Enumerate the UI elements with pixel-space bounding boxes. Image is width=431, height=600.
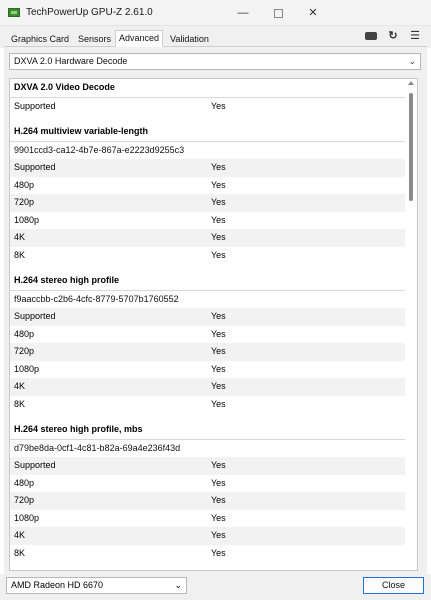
table-row bbox=[10, 378, 407, 396]
scroll-thumb[interactable] bbox=[409, 93, 413, 201]
window-title: TechPowerUp GPU-Z 2.61.0 bbox=[26, 7, 153, 18]
menu-icon[interactable]: ☰ bbox=[410, 30, 420, 42]
details-panel[interactable] bbox=[9, 78, 418, 571]
section-spacer bbox=[10, 264, 407, 272]
maximize-button[interactable] bbox=[261, 0, 295, 26]
row-value: Yes bbox=[211, 460, 226, 470]
guid-row bbox=[10, 142, 407, 160]
guid-row bbox=[10, 440, 407, 458]
refresh-icon[interactable]: ↻ bbox=[388, 30, 398, 42]
table-row bbox=[10, 545, 407, 563]
scroll-up-icon[interactable] bbox=[408, 81, 414, 85]
section-title: H.264 multiview variable-length bbox=[14, 126, 149, 136]
row-value: Yes bbox=[211, 363, 226, 374]
table-row bbox=[10, 98, 407, 116]
table-row bbox=[10, 527, 407, 545]
row-label: 8K bbox=[14, 398, 26, 409]
table-row bbox=[10, 510, 407, 528]
camera-icon[interactable] bbox=[364, 30, 378, 42]
row-label: Supported bbox=[14, 460, 56, 470]
row-label: f9aaccbb-c2b6-4cfc-8779-5707b1760552 bbox=[14, 293, 179, 304]
tab-validation[interactable]: Validation bbox=[170, 34, 209, 44]
vertical-scrollbar[interactable] bbox=[405, 79, 417, 570]
tab-graphics-card[interactable]: Graphics Card bbox=[11, 34, 70, 44]
row-label: 1080p bbox=[14, 512, 40, 523]
table-row bbox=[10, 177, 407, 195]
row-label: 8K bbox=[14, 547, 26, 558]
table-row bbox=[10, 229, 407, 247]
tab-advanced[interactable]: Advanced bbox=[115, 30, 163, 47]
close-window-button[interactable]: ✕ bbox=[308, 7, 318, 19]
chevron-down-icon: ⌄ bbox=[174, 580, 182, 590]
row-value: Yes bbox=[211, 328, 226, 339]
row-value: Yes bbox=[211, 311, 226, 321]
row-value: Yes bbox=[211, 512, 226, 523]
section-header bbox=[10, 123, 407, 141]
row-label: 4K bbox=[14, 530, 26, 540]
row-value: Yes bbox=[211, 197, 226, 207]
row-label: 4K bbox=[14, 381, 26, 391]
table-row bbox=[10, 396, 407, 414]
table-row bbox=[10, 308, 407, 326]
row-value: Yes bbox=[211, 477, 226, 488]
table-row bbox=[10, 343, 407, 361]
row-label: 480p bbox=[14, 477, 35, 488]
table-row bbox=[10, 457, 407, 475]
row-label: 720p bbox=[14, 197, 35, 207]
gpu-select-value: AMD Radeon HD 6670 bbox=[11, 580, 104, 590]
row-value: Yes bbox=[211, 249, 226, 260]
row-label: 1080p bbox=[14, 214, 40, 225]
tab-sensors[interactable]: Sensors bbox=[78, 34, 112, 44]
row-label: 720p bbox=[14, 495, 35, 505]
row-value: Yes bbox=[211, 214, 226, 225]
row-value: Yes bbox=[211, 530, 226, 540]
row-label: d79be8da-0cf1-4c81-b82a-69a4e236f43d bbox=[14, 442, 181, 453]
category-dropdown[interactable] bbox=[9, 53, 421, 70]
section-spacer bbox=[10, 115, 407, 123]
row-label: 1080p bbox=[14, 363, 40, 374]
table-row bbox=[10, 475, 407, 493]
row-label: 8K bbox=[14, 249, 26, 260]
row-value: Yes bbox=[211, 232, 226, 242]
row-value: Yes bbox=[211, 398, 226, 409]
table-row bbox=[10, 194, 407, 212]
gpu-z-app-icon bbox=[8, 8, 20, 17]
section-title: H.264 stereo high profile bbox=[14, 275, 120, 285]
section-title: DXVA 2.0 Video Decode bbox=[14, 82, 115, 92]
close-button[interactable]: Close bbox=[363, 577, 424, 594]
section-header bbox=[10, 272, 407, 290]
row-value: Yes bbox=[211, 100, 226, 111]
table-row bbox=[10, 159, 407, 177]
row-label: Supported bbox=[14, 100, 56, 111]
guid-row bbox=[10, 291, 407, 309]
minimize-button[interactable]: — bbox=[237, 7, 249, 19]
row-value: Yes bbox=[211, 179, 226, 190]
table-row bbox=[10, 492, 407, 510]
table-row bbox=[10, 361, 407, 379]
section-spacer bbox=[10, 413, 407, 421]
section-header bbox=[10, 421, 407, 439]
table-row bbox=[10, 247, 407, 265]
row-label: Supported bbox=[14, 311, 56, 321]
row-label: 480p bbox=[14, 179, 35, 190]
row-value: Yes bbox=[211, 346, 226, 356]
row-value: Yes bbox=[211, 547, 226, 558]
row-label: 480p bbox=[14, 328, 35, 339]
row-value: Yes bbox=[211, 495, 226, 505]
gpu-select[interactable] bbox=[6, 577, 187, 594]
row-label: Supported bbox=[14, 162, 56, 172]
title-bar bbox=[0, 0, 431, 26]
category-dropdown-value: DXVA 2.0 Hardware Decode bbox=[14, 56, 128, 66]
section-title: H.264 stereo high profile, mbs bbox=[14, 424, 143, 434]
chevron-down-icon: ⌄ bbox=[408, 56, 416, 66]
row-label: 720p bbox=[14, 346, 35, 356]
details-list bbox=[10, 79, 407, 562]
row-label: 4K bbox=[14, 232, 26, 242]
row-label: 9901ccd3-ca12-4b7e-867a-e2223d9255c3 bbox=[14, 144, 185, 155]
table-row bbox=[10, 326, 407, 344]
section-header bbox=[10, 79, 407, 97]
maximize-icon bbox=[274, 9, 283, 18]
row-value: Yes bbox=[211, 162, 226, 172]
table-row bbox=[10, 212, 407, 230]
row-value: Yes bbox=[211, 381, 226, 391]
